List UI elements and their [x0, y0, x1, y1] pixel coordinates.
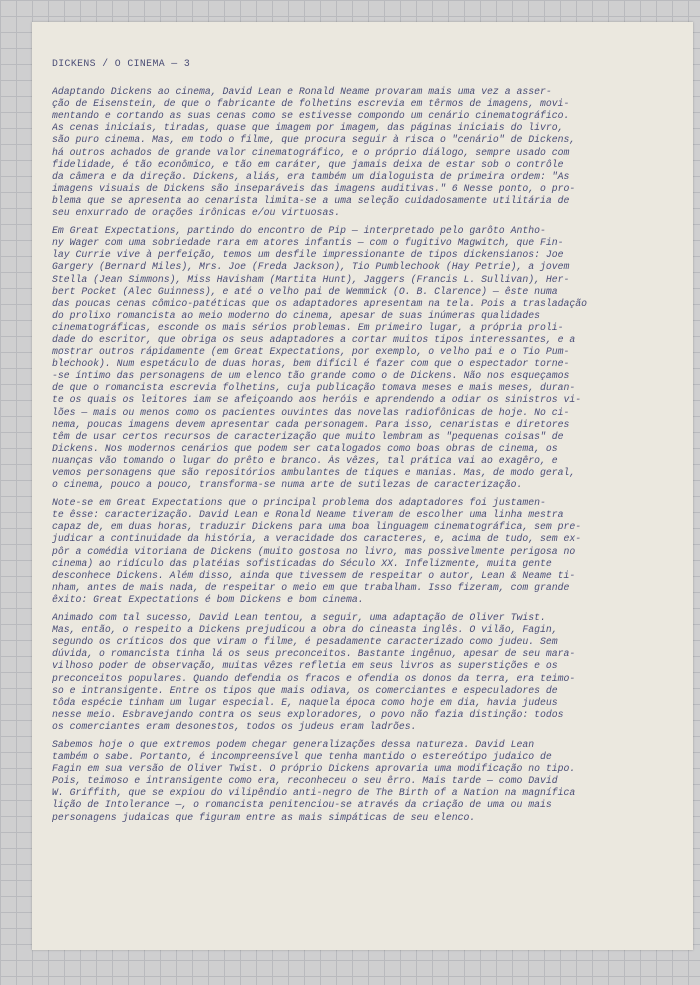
text-line: Adaptando Dickens ao cinema, David Lean e Ronald Neame provaram mais uma vez a asser-: [52, 86, 552, 98]
text-line: nema, poucas imagens devem apresentar cada personagem. Para isso, cenaristas e diretores: [52, 418, 570, 430]
text-line: nesse meio. Esbravejando contra os seus exploradores, o povo não fazia distinção: todos: [52, 708, 564, 720]
text-line: personagens judaicas que figuram entre as mais simpáticas de seu elenco.: [52, 811, 476, 823]
text-line: so e intransigente. Entre os tipos que mais odiava, os comerciantes e especuladores de: [52, 684, 558, 696]
text-line: do prolixo romancista ao meio moderno do cinema, apesar de suas inúmeras qualidades: [52, 309, 540, 321]
text-line: lição de Intolerance —, o romancista penitenciou-se através da criação de uma ou mais: [52, 799, 552, 811]
paragraph: [52, 612, 677, 733]
text-line: nuanças vão tomando o lugar do prêto e branco. Às vêzes, tal prática vai ao exagêro, e: [52, 454, 558, 466]
text-line: os comerciantes eram desonestos, todos os judeus eram ladrões.: [52, 720, 417, 732]
text-line: fidelidade, é tão econômico, e tão em caráter, que jamais deixa de estar sob o contrôle: [52, 158, 564, 170]
paragraph: [52, 497, 677, 606]
paragraph: [52, 739, 677, 824]
text-line: lões — mais ou menos como os pacientes ouvintes das novelas radiofônicas de hoje. No ci-: [52, 406, 570, 418]
text-line: tôda espécie tinham um lugar especial. E, naquela época como hoje em dia, havia judeus: [52, 696, 558, 708]
text-line: capaz de, em duas horas, traduzir Dickens para uma boa linguagem cinematográfica, sem pre-: [52, 521, 582, 533]
text-line: o cinema, pouco a pouco, transforma-se numa arte de sutilezas de caracterização.: [52, 479, 523, 491]
text-line: há outros achados de grande valor cinematográfico, e o próprio diálogo, sempre usado com: [52, 146, 570, 158]
paragraph: [52, 225, 677, 491]
text-line: Note-se em Great Expectations que o principal problema dos adaptadores foi justamen-: [52, 497, 546, 509]
text-line: cinematográficas, esconde os mais sérios problemas. Em primeiro lugar, a própria proli-: [52, 321, 564, 333]
text-line: da câmera e da direção. Dickens, aliás, era também um dialoguista de primeira ordem: "As: [52, 170, 570, 182]
text-line: -se íntimo das personagens de um elenco tão grande como o de Dickens. Não nos esqueçamos: [52, 370, 570, 382]
text-line: êxito: Great Expectations é bom Dickens e bom cinema.: [52, 593, 364, 605]
text-line: são puro cinema. Mas, em todo o filme, que procura seguir à risca o "cenário" de Dickens,: [52, 134, 576, 146]
text-line: Dickens. Nos modernos cenários que podem ser catalogados como boas obras de cinema, os: [52, 442, 558, 454]
text-line: ny Wager com uma sobriedade rara em atores infantis — com o fugitivo Magwitch, que Fin-: [52, 237, 564, 249]
text-line: As cenas iniciais, tiradas, quase que imagem por imagem, das páginas iniciais do livro,: [52, 122, 564, 134]
text-line: Stella (Jean Simmons), Miss Havisham (Martita Hunt), Jaggers (Francis L. Sullivan), Her-: [52, 273, 570, 285]
text-line: preconceitos populares. Quando defendia os fracos e ofendia os donos da terra, era teimo-: [52, 672, 576, 684]
page-content: [52, 58, 677, 830]
text-line: Pois, teimoso e intransigente como era, reconheceu o seu êrro. Mais tarde — como David: [52, 775, 558, 787]
text-line: pôr a comédia vitoriana de Dickens (muito gostosa no livro, mas possìvelmente perigosa no: [52, 545, 576, 557]
text-line: das poucas cenas cômico-patéticas que os adaptadores apresentam na tela. Pois a trasladação: [52, 297, 587, 309]
text-line: te êsse: caracterização. David Lean e Ronald Neame tiveram de escolher uma linha mestra: [52, 509, 564, 521]
text-line: dade do escritor, que obriga os seus adaptadores a cortar muitos tipos interessantes, e a: [52, 333, 576, 345]
text-line: nham, antes de mais nada, de respeitar o meio em que trabalham. Isso fizeram, com grande: [52, 581, 570, 593]
text-line: também o sabe. Portanto, é incompreensível que tenha mantido o estereótipo judaico de: [52, 751, 552, 763]
page-header: DICKENS / O CINEMA — 3: [52, 58, 191, 69]
text-line: Fagin em sua versão de Oliver Twist. O próprio Dickens aprovaria uma modificação no tipo.: [52, 763, 576, 775]
text-line: mentando e cortando as suas cenas como se estivesse compondo um cenário cinematográfico.: [52, 110, 570, 122]
text-line: judicar a continuidade da história, a veracidade dos caracteres, e, acima de tudo, sem ex-: [52, 533, 582, 545]
text-line: blema que se apresenta ao cenarista limita-se a uma seleção cuidadosamente utilitária de: [52, 194, 570, 206]
body-text: [52, 86, 677, 824]
text-line: bert Pocket (Alec Guinness), e até o velho pai de Wemmick (O. B. Clarence) — êste numa: [52, 285, 558, 297]
text-line: têm de usar certos recursos de caracterização que muito lembram as "pequenas coisas" de: [52, 430, 564, 442]
text-line: Mas, então, o respeito a Dickens prejudicou a obra do cineasta inglês. O vilão, Fagin,: [52, 624, 558, 636]
text-line: vilhoso poder de observação, muitas vêzes refletia em seus livros as superstições e os: [52, 660, 558, 672]
text-line: mostrar outros rápidamente (em Great Expectations, por exemplo, o velho pai e o Tio Pum-: [52, 346, 570, 358]
text-line: seu enxurrado de orações irônicas e/ou virtuosas.: [52, 207, 341, 219]
text-line: Gargery (Bernard Miles), Mrs. Joe (Freda Jackson), Tio Pumblechook (Hay Petrie), a jovem: [52, 261, 570, 273]
text-line: imagens visuais de Dickens são inseparáveis das imagens auditivas." 6 Nesse ponto, o pro-: [52, 182, 576, 194]
text-line: Sabemos hoje o que extremos podem chegar generalizações dessa natureza. David Lean: [52, 738, 535, 750]
text-line: dúvida, o romancista tinha lá os seus preconceitos. Bastante ingênuo, apesar de seu mara-: [52, 648, 576, 660]
text-line: vemos personagens que são repositórios ambulantes de tiques e manias. Mas, de modo geral,: [52, 467, 576, 478]
paragraph: [52, 86, 677, 219]
text-line: cinema) ao ridículo das platéias sofisticadas do Século XX. Infelizmente, muita gente: [52, 557, 552, 569]
text-line: desconhece Dickens. Além disso, ainda que tivessem de respeitar o autor, Lean & Neame ti-: [52, 569, 576, 581]
text-line: blechook). Num espetáculo de duas horas, bem difícil é fazer com que o espectador torne-: [52, 358, 570, 370]
text-line: segundo os críticos dos que viram o filme, é pesadamente caracterizado como judeu. Sem: [52, 636, 558, 648]
text-line: Animado com tal sucesso, David Lean tentou, a seguir, uma adaptação de Oliver Twist.: [52, 612, 546, 624]
text-line: Em Great Expectations, partindo do encontro de Pip — interpretado pelo garôto Antho-: [52, 225, 546, 237]
text-line: ção de Eisenstein, de que o fabricante de folhetins escrevia em têrmos de imagens, movi-: [52, 98, 570, 110]
text-line: te os quais os leitores iam se afeiçoando aos heróis e aprendendo a odiar os sinistros vi-: [52, 394, 582, 406]
text-line: de que o romancista escrevia folhetins, cuja publicação tomava meses e mais meses, duran-: [52, 382, 576, 394]
text-line: W. Griffith, que se expiou do vilipêndio anti-negro de The Birth of a Nation na magnífica: [52, 787, 576, 799]
text-line: lay Currie vive à perfeição, temos um desfile impressionante de tipos dickensianos: Joe: [52, 249, 564, 261]
typewritten-page: [32, 22, 693, 950]
